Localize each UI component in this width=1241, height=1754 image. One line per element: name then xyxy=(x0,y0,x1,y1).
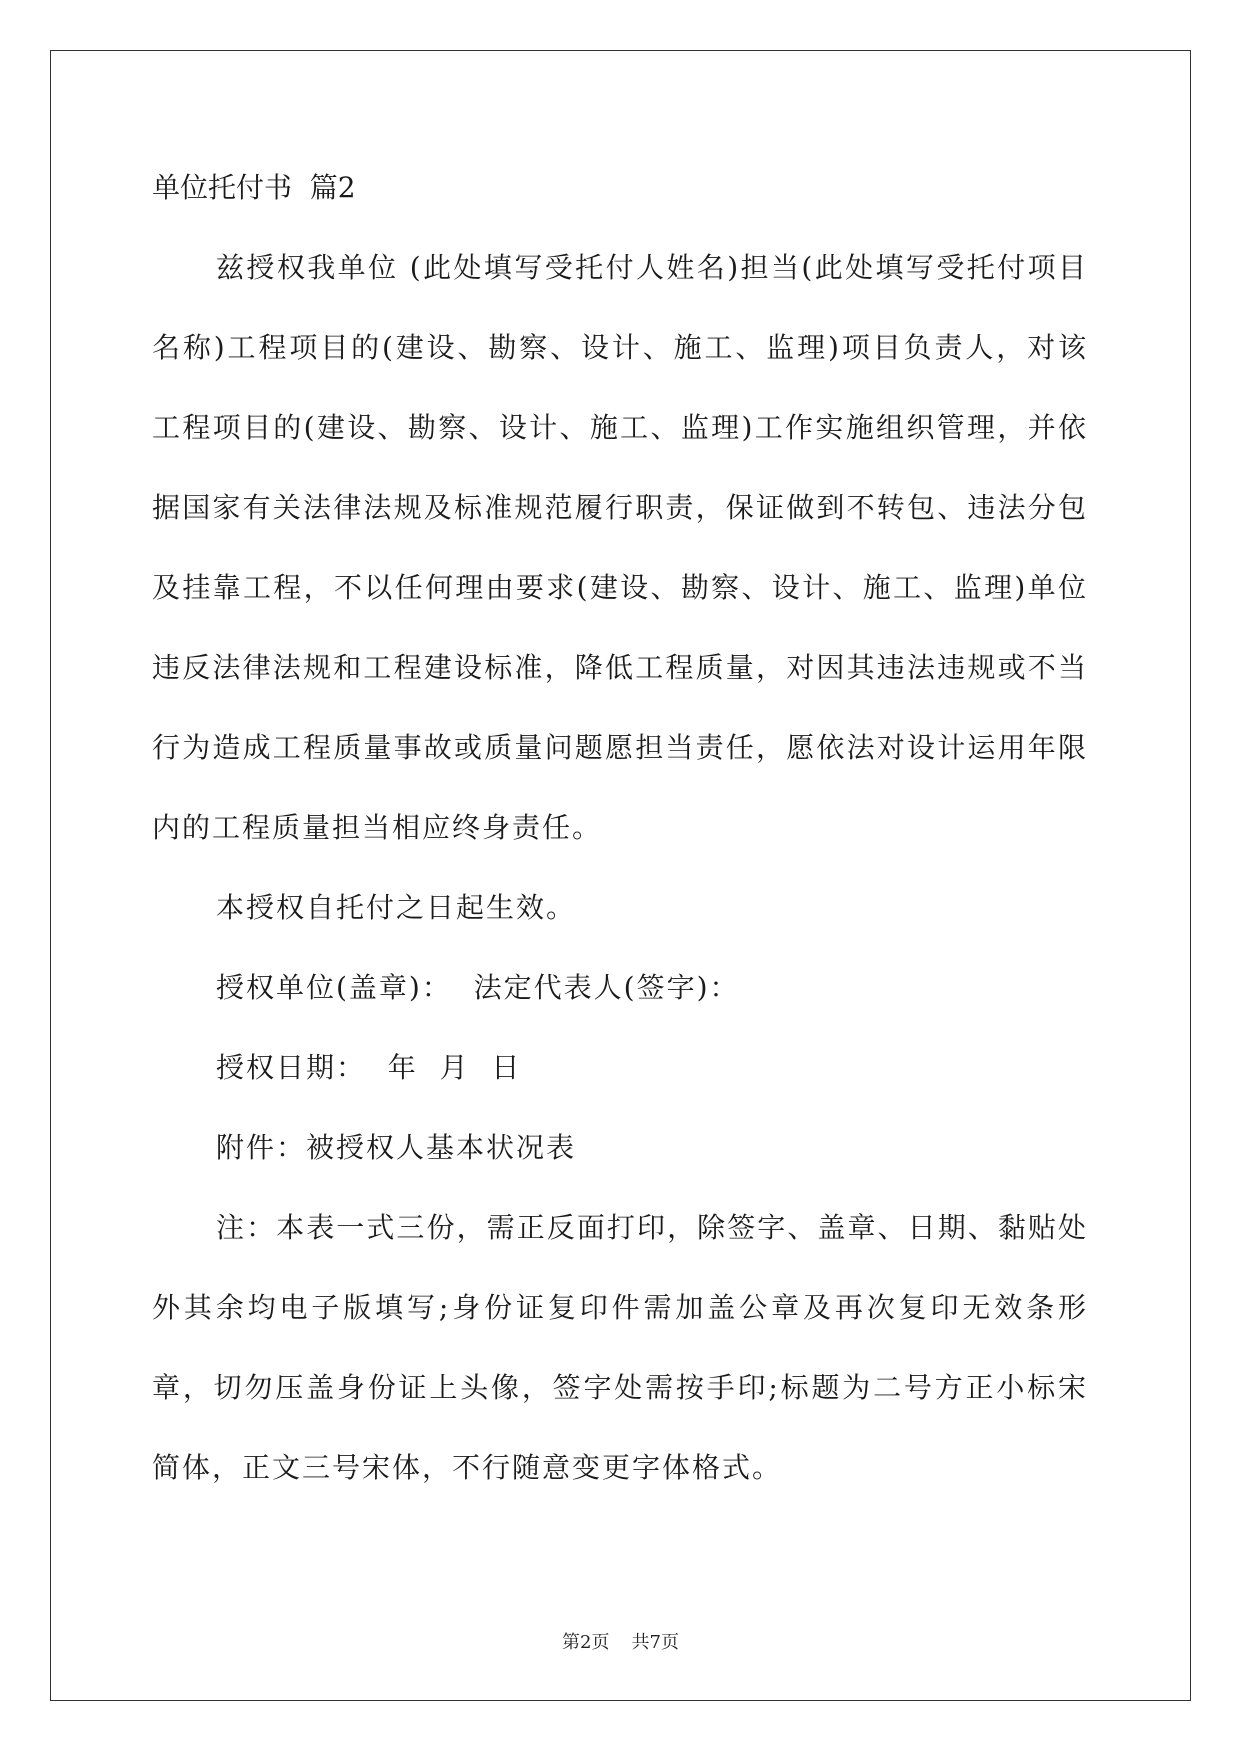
paragraph-notes: 注：本表一式三份，需正反面打印，除签字、盖章、日期、黏贴处外其余均电子版填写;身份证复印件需加盖公章及再次复印无效条形章，切勿压盖身份证上头像，签字处需按手印;标题为二号方正小标宋简体，正文三号宋体，不行随意变更字体格式。 xyxy=(152,1211,1088,1484)
paragraph-attachment: 附件：被授权人基本状况表 xyxy=(216,1131,577,1164)
page-footer xyxy=(0,1628,1241,1654)
paragraph-authorization: 兹授权我单位 (此处填写受托付人姓名)担当(此处填写受托付项目名称)工程项目的(建设、勘察、设计、施工、监理)项目负责人，对该工程项目的(建设、勘察、设计、施工、监理)工作实施组织管理，并依据国家有关法律法规及标准规范履行职责，保证做到不转包、违法分包及挂靠工程，不以任何理由要求(建设、勘察、设计、施工、监理)单位违反法律法规和工程建设标准，降低工程质量，对因其违法违规或不当行为造成工程质量事故或质量问题愿担当责任，愿依法对设计运用年限内的工程质量担当相应终身责任。 xyxy=(152,251,1088,844)
page-number-current: 第2页 xyxy=(562,1632,610,1653)
document-body xyxy=(152,168,1088,1508)
paragraph-signature-line: 授权单位(盖章)： 法定代表人(签字)： xyxy=(216,971,740,1004)
document-heading: 单位托付书 篇2 xyxy=(152,171,356,204)
paragraph-effective-date: 本授权自托付之日起生效。 xyxy=(216,891,577,924)
paragraph-authorization-date: 授权日期： 年 月 日 xyxy=(216,1051,522,1084)
page-number-total: 共7页 xyxy=(631,1632,679,1653)
